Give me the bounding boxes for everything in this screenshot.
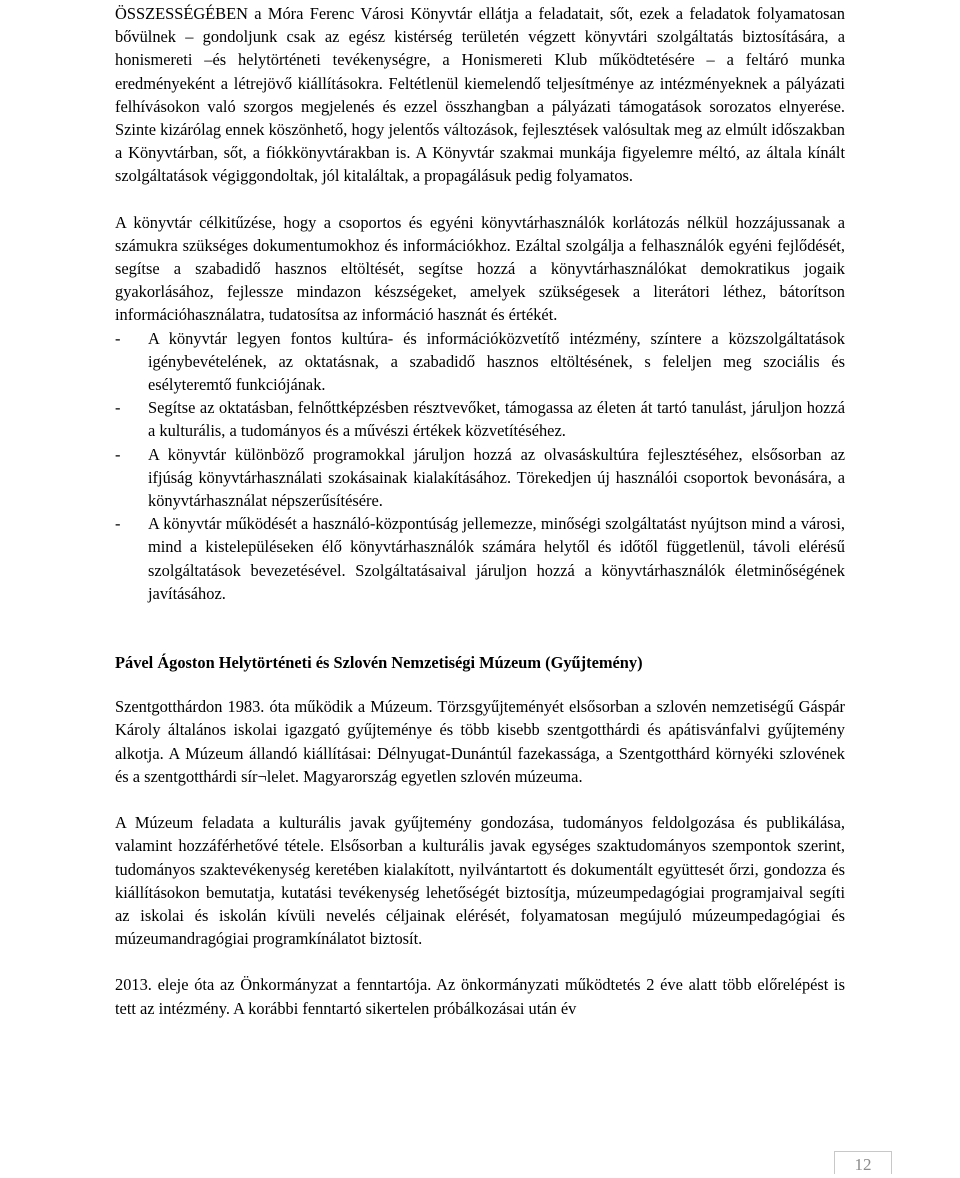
section-heading-museum: Pável Ágoston Helytörténeti és Szlovén Nemzetiségi Múzeum (Gyűjtemény) xyxy=(115,653,643,673)
list-item xyxy=(115,396,845,442)
list-item-text: A könyvtár működését a használó-központúság jellemezze, minőségi szolgáltatást nyújtson mind a városi, mind a kistelepüléseken élő könyvtárhasználók számára helytől és időtől függetlenül, távoli elérésű szolgáltatások bevezetésével. Szolgáltatásaival járuljon hozzá a könyvtárhasználók életminőségének javításához. xyxy=(148,514,845,603)
list-item-text: Segítse az oktatásban, felnőttképzésben résztvevőket, támogassa az életen át tartó tanulást, járuljon hozzá a kulturális, a tudományos és a művészi értékek közvetítéséhez. xyxy=(148,398,845,441)
document-page xyxy=(115,0,845,1020)
paragraph-library-summary: ÖSSZESSÉGÉBEN a Móra Ferenc Városi Könyvtár ellátja a feladatait, sőt, ezek a feladatok folyamatosan bővülnek – gondoljunk csak az egész kistérség területén végzett könyvtári szolgáltatás biztosítására, a honismereti –és helytörténeti tevékenységre, a Honismereti Klub működtetésére – a feltáró munka eredményeként a létrejövő kiállításokra. Feltétlenül kiemelendő teljesítménye az intézményeknek a pályázati felhívásokon való szorgos megjelenés és ezzel összhangban a pályázati támogatások sorozatos elnyerése. Szinte kizárólag ennek köszönhető, hogy jelentős változások, fejlesztések valósultak meg az elmúlt időszakban a Könyvtárban, sőt, a fiókkönyvtárakban is. A Könyvtár szakmai munkája figyelemre méltó, az általa kínált szolgáltatások végiggondoltak, jól kitaláltak, a propagálásuk pedig folyamatos. xyxy=(115,4,845,186)
paragraph-museum-maintainer: 2013. eleje óta az Önkormányzat a fenntartója. Az önkormányzati működtetés 2 éve alatt több előrelépést is tett az intézmény. A korábbi fenntartó sikertelen próbálkozásai után év xyxy=(115,975,845,1018)
list-item xyxy=(115,443,845,513)
goals-list xyxy=(115,327,845,605)
page-number: 12 xyxy=(834,1151,892,1174)
list-item xyxy=(115,327,845,397)
dash-bullet: - xyxy=(115,444,121,464)
paragraph-library-goals: A könyvtár célkitűzése, hogy a csoportos és egyéni könyvtárhasználók korlátozás nélkül hozzájussanak a számukra szükséges dokumentumokhoz és információkhoz. Ezáltal szolgálja a felhasználók egyéni fejlődését, segítse a szabadidő hasznos eltöltését, segítse hozzá a könyvtárhasználókat demokratikus jogaik gyakorlásához, fejlessze mindazon készségeket, amelyek szükségesek a literátori léthez, bátorítson információhasználatra, tudatosítsa az információ hasznát és értékét. xyxy=(115,212,845,325)
dash-bullet: - xyxy=(115,398,121,418)
paragraph-museum-history: Szentgotthárdon 1983. óta működik a Múzeum. Törzsgyűjteményét elsősorban a szlovén nemzetiségű Gáspár Károly általános iskolai igazgató gyűjteménye és több kisebb szentgotthárdi és apátisvánfalvi gyűjtemény alkotja. A Múzeum állandó kiállításai: Délnyugat-Dunántúl fazekassága, a Szentgotthárd környéki szlovének és a szentgotthárdi sír¬lelet. Magyarország egyetlen szlovén múzeuma. xyxy=(115,697,845,786)
list-item xyxy=(115,512,845,605)
list-item-text: A könyvtár legyen fontos kultúra- és információközvetítő intézmény, színtere a közszolgáltatások igénybevételének, az oktatásnak, a szabadidő hasznos eltöltésének, s feleljen meg szociális és esélyteremtő funkciójának. xyxy=(148,328,845,395)
dash-bullet: - xyxy=(115,328,121,348)
paragraph-museum-tasks: A Múzeum feladata a kulturális javak gyűjtemény gondozása, tudományos feldolgozása és publikálása, valamint hozzáférhetővé tétele. Elsősorban a kulturális javak egységes szaktudományos szempontok szerint, tudományos szaktevékenység keretében kialakított, nyilvántartott és dokumentált együttesét őrzi, gondozza és kiállításokon bemutatja, kutatási tevékenység lehetőségét biztosítja, múzeumpedagógiai programjaival segíti az iskolai és iskolán kívüli nevelés céljainak elérését, folyamatosan megújuló múzeumpedagógiai és múzeumandragógiai programkínálatot biztosít. xyxy=(115,813,845,949)
list-item-text: A könyvtár különböző programokkal járuljon hozzá az olvasáskultúra fejlesztéséhez, elsősorban az ifjúság könyvtárhasználati szokásainak kialakításához. Törekedjen új használói csoportok bevonására, a könyvtárhasználat népszerűsítésére. xyxy=(148,444,845,511)
dash-bullet: - xyxy=(115,514,121,534)
